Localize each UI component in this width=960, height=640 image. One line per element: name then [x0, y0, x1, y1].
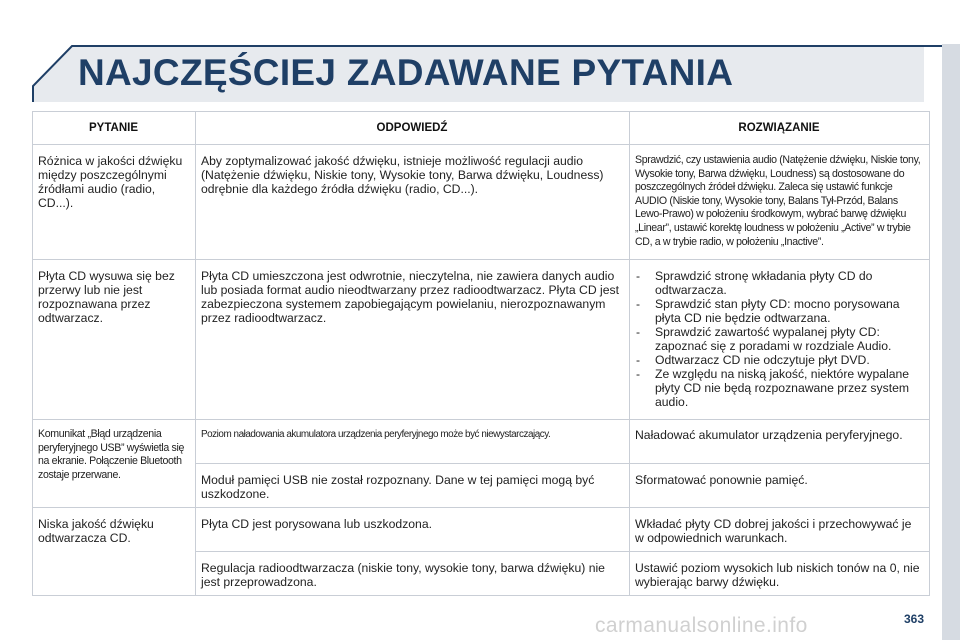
solution-cell: Ustawić poziom wysokich lub niskich tonów na 0, nie wybierając barwy dźwięku. [630, 552, 930, 596]
answer-cell: Aby zoptymalizować jakość dźwięku, istnieje możliwość regulacji audio (Natężenie dźwięku, Niskie tony, Wysokie tony, Barwa dźwięku, Loudness) odrębnie dla każdego źródła dźwięku (radio, CD...). [196, 145, 630, 260]
solution-cell: Wkładać płyty CD dobrej jakości i przechowywać je w odpowiednich warunkach. [630, 508, 930, 552]
question-cell: Komunikat „Błąd urządzenia peryferyjnego USB” wyświetla się na ekranie. Połączenie Bluetooth zostaje przerwane. [33, 420, 196, 508]
list-item: - Ze względu na niską jakość, niektóre wypalane płyty CD nie będą rozpoznawane przez system audio. [635, 367, 923, 409]
question-cell: Niska jakość dźwięku odtwarzacza CD. [33, 508, 196, 596]
table-header-row [33, 112, 930, 145]
table-row [33, 420, 930, 464]
list-item: - Odtwarzacz CD nie odczytuje płyt DVD. [635, 353, 923, 367]
header-solution: ROZWIĄZANIE [630, 112, 930, 145]
solution-cell: Naładować akumulator urządzenia peryferyjnego. [630, 420, 930, 464]
answer-cell: Płyta CD umieszczona jest odwrotnie, nieczytelna, nie zawiera danych audio lub posiada format audio nieodtwarzany przez radioodtwarzacz. Płyta CD jest zabezpieczona systemem zapobiegającym powielaniu, nierozpoznawanym przez radioodtwarzacz. [196, 260, 630, 420]
list-item: - Sprawdzić zawartość wypalanej płyty CD: zapoznać się z poradami w rozdziale Audio. [635, 325, 923, 353]
answer-cell: Regulacja radioodtwarzacza (niskie tony, wysokie tony, barwa dźwięku) nie jest przeprowadzona. [196, 552, 630, 596]
question-cell: Płyta CD wysuwa się bez przerwy lub nie jest rozpoznawana przez odtwarzacz. [33, 260, 196, 420]
answer-cell: Moduł pamięci USB nie został rozpoznany. Dane w tej pamięci mogą być uszkodzone. [196, 464, 630, 508]
side-stripe [942, 44, 960, 640]
question-cell: Różnica w jakości dźwięku między poszczególnymi źródłami audio (radio, CD...). [33, 145, 196, 260]
solution-cell: Sformatować ponownie pamięć. [630, 464, 930, 508]
table-row [33, 260, 930, 420]
page-title: NAJCZĘŚCIEJ ZADAWANE PYTANIA [78, 52, 734, 93]
answer-cell: Poziom naładowania akumulatora urządzenia peryferyjnego może być niewystarczający. [196, 420, 630, 464]
page-number: 363 [904, 612, 925, 626]
header-question: PYTANIE [33, 112, 196, 145]
solution-cell: Sprawdzić, czy ustawienia audio (Natężenie dźwięku, Niskie tony, Wysokie tony, Barwa dźwięku, Loudness) są dostosowane do poszczególnych źródeł dźwięku. Zaleca się ustawić funkcje AUDIO (Niskie tony, Wysokie tony, Balans Tył-Przód, Balans Lewo-Prawo) w położeniu środkowym, wybrać barwę dźwięku „Linear”, ustawić korektę loudness w położeniu „Active” w trybie CD, a w trybie radio, w położeniu „Inactive”. [630, 145, 930, 260]
title-banner [0, 0, 960, 110]
list-item: - Sprawdzić stan płyty CD: mocno porysowana płyta CD nie będzie odtwarzana. [635, 297, 923, 325]
faq-table [32, 111, 930, 596]
solution-cell [630, 260, 930, 420]
solution-list [635, 269, 923, 409]
watermark: carmanualsonline.info [595, 614, 808, 637]
list-item: - Sprawdzić stronę wkładania płyty CD do odtwarzacza. [635, 269, 923, 297]
table-row [33, 508, 930, 552]
table-row [33, 145, 930, 260]
header-answer: ODPOWIEDŹ [196, 112, 630, 145]
answer-cell: Płyta CD jest porysowana lub uszkodzona. [196, 508, 630, 552]
